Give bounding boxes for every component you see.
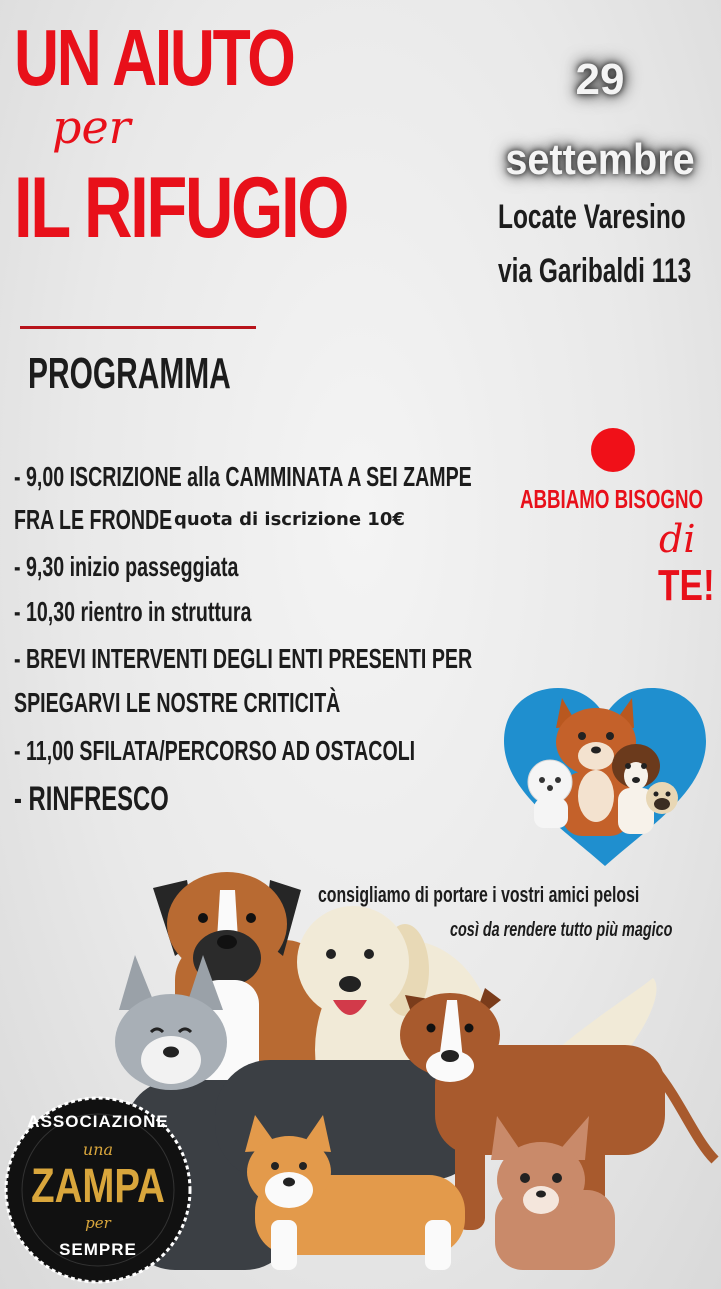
logo-top-text: ASSOCIAZIONE	[27, 1112, 169, 1131]
registration-fee: quota di iscrizione 10€	[174, 509, 405, 530]
program-item-1: - 9,00 ISCRIZIONE alla CAMMINATA A SEI ZAMPE	[14, 461, 472, 492]
logo-small-text-1: una	[82, 1140, 114, 1159]
program-item-5: - 11,00 SFILATA/PERCORSO AD OSTACOLI	[14, 735, 416, 766]
appeal-line-2: di	[659, 517, 696, 561]
association-logo	[4, 1096, 192, 1284]
event-place: Locate Varesino	[498, 198, 686, 236]
appeal-line-1: ABBIAMO BISOGNO	[520, 484, 704, 514]
advice-line-1: consigliamo di portare i vostri amici pelosi	[318, 882, 640, 907]
appeal-line-3: TE!	[658, 561, 715, 610]
title-line-3: IL RIFUGIO	[14, 160, 348, 256]
title-line-1: UN AIUTO	[14, 13, 294, 102]
logo-small-text-2: per	[85, 1214, 111, 1232]
logo-main-text: ZAMPA	[31, 1160, 165, 1213]
advice-line-2: così da rendere tutto più magico	[450, 919, 673, 941]
dogs-group-illustration	[105, 860, 721, 1289]
program-item-4: - BREVI INTERVENTI DEGLI ENTI PRESENTI PER	[14, 643, 473, 674]
title-divider	[20, 326, 256, 329]
title-line-2: per	[52, 100, 131, 154]
program-item-6: - RINFRESCO	[14, 780, 169, 818]
program-item-2: - 9,30 inizio passeggiata	[14, 551, 239, 582]
red-dot	[591, 428, 635, 472]
event-address: via Garibaldi 113	[498, 252, 692, 290]
program-heading: PROGRAMMA	[28, 349, 231, 398]
event-month: settembre	[505, 135, 695, 184]
heart-dogs-illustration	[500, 686, 710, 870]
event-day: 29	[575, 55, 625, 104]
program-item-1b: FRA LE FRONDE	[14, 504, 173, 535]
logo-bottom-text: SEMPRE	[59, 1240, 137, 1259]
program-item-3: - 10,30 rientro in struttura	[14, 596, 252, 627]
program-item-4b: SPIEGARVI LE NOSTRE CRITICITÀ	[14, 687, 341, 718]
